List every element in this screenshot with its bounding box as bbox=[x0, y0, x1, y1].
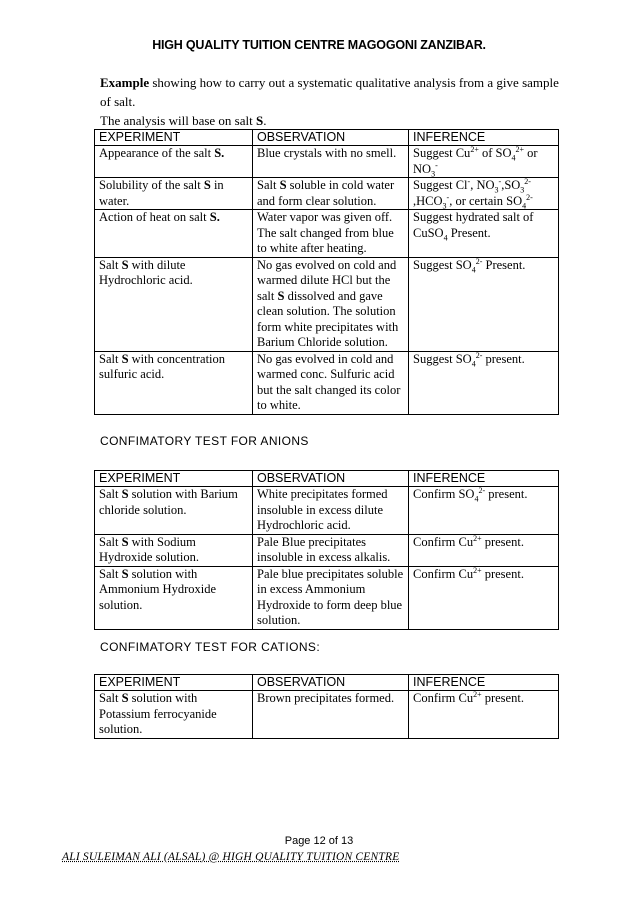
page-title: HIGH QUALITY TUITION CENTRE MAGOGONI ZANZIBAR. bbox=[152, 38, 486, 52]
intro-text-1: showing how to carry out a systematic qualitative analysis from a give sample of salt. bbox=[100, 75, 559, 109]
experiment-cell: Solubility of the salt S in water. bbox=[95, 178, 253, 210]
anions-table bbox=[94, 470, 559, 630]
column-header-inference: INFERENCE bbox=[409, 471, 559, 487]
column-header-experiment: EXPERIMENT bbox=[95, 471, 253, 487]
column-header-observation: OBSERVATION bbox=[253, 130, 409, 146]
observation-cell: No gas evolved in cold and warmed conc. Sulfuric acid but the salt changed its color to white. bbox=[253, 351, 409, 414]
table-header-row bbox=[95, 675, 559, 691]
observation-cell: Pale blue precipitates soluble in excess Ammonium Hydroxide to form deep blue solution. bbox=[253, 566, 409, 629]
table-row bbox=[95, 487, 559, 535]
observation-cell: Pale Blue precipitates insoluble in excess alkalis. bbox=[253, 534, 409, 566]
section-heading-anions: CONFIMATORY TEST FOR ANIONS bbox=[100, 434, 309, 448]
experiment-cell: Salt S solution with Barium chloride solution. bbox=[95, 487, 253, 535]
intro-salt-label: S bbox=[255, 113, 264, 128]
intro-end: . bbox=[263, 113, 267, 128]
inference-cell: Confirm $SO_4^{2-}$ present. bbox=[409, 487, 559, 535]
analysis-table bbox=[94, 129, 559, 415]
section-heading-cations bbox=[100, 640, 320, 654]
inference-cell: Confirm $Cu^{2+}$ present. bbox=[409, 691, 559, 739]
observation-cell: Water vapor was given off. The salt changed from blue to white after heating. bbox=[253, 210, 409, 258]
intro-bold-label: Example bbox=[100, 75, 150, 90]
column-header-experiment: EXPERIMENT bbox=[95, 130, 253, 146]
experiment-cell: Action of heat on salt S. bbox=[95, 210, 253, 258]
section-heading-cations-colon: : bbox=[316, 640, 321, 654]
inference-cell: Confirm $Cu^{2+}$ present. bbox=[409, 566, 559, 629]
table-row bbox=[95, 178, 559, 210]
table-header-row bbox=[95, 471, 559, 487]
table-header-row bbox=[95, 130, 559, 146]
table-row bbox=[95, 146, 559, 178]
intro-paragraph bbox=[100, 73, 560, 130]
table-row bbox=[95, 566, 559, 629]
inference-cell: Suggest $Cu^{2+}$ of $SO_4^{2+}$ or $NO_3^-$ bbox=[409, 146, 559, 178]
observation-cell: White precipitates formed insoluble in excess dilute Hydrochloric acid. bbox=[253, 487, 409, 535]
inference-cell: Suggest $SO_4^{2-}$ Present. bbox=[409, 257, 559, 351]
section-heading-cations-text: CONFIMATORY TEST FOR CATIONS bbox=[100, 640, 317, 654]
inference-cell: Suggest Cl-, $NO_3^-,SO_3^{2-}$ $,HCO_3^-$, or certain $SO_4^{2-}$ bbox=[409, 178, 559, 210]
footer-author: ALI SULEIMAN ALI (ALSAL) @ HIGH QUALITY TUITION CENTRE bbox=[62, 851, 400, 863]
experiment-cell: Salt S with Sodium Hydroxide solution. bbox=[95, 534, 253, 566]
page-number: Page 12 of 13 bbox=[284, 835, 354, 847]
column-header-inference: INFERENCE bbox=[409, 130, 559, 146]
table-row bbox=[95, 351, 559, 414]
table-row bbox=[95, 534, 559, 566]
observation-cell: Salt S soluble in cold water and form clear solution. bbox=[253, 178, 409, 210]
observation-cell: Blue crystals with no smell. bbox=[253, 146, 409, 178]
inference-cell: Confirm $Cu^{2+}$ present. bbox=[409, 534, 559, 566]
intro-text-2: The analysis will base on salt bbox=[100, 113, 256, 128]
table-row bbox=[95, 691, 559, 739]
column-header-inference: INFERENCE bbox=[409, 675, 559, 691]
inference-cell: Suggest $SO_4^{2-}$ present. bbox=[409, 351, 559, 414]
experiment-cell: Salt S with concentration sulfuric acid. bbox=[95, 351, 253, 414]
inference-cell: Suggest hydrated salt of CuSO$_4$ Present. bbox=[409, 210, 559, 258]
column-header-observation: OBSERVATION bbox=[253, 675, 409, 691]
column-header-experiment: EXPERIMENT bbox=[95, 675, 253, 691]
column-header-observation: OBSERVATION bbox=[253, 471, 409, 487]
cations-table bbox=[94, 674, 559, 739]
table-row bbox=[95, 210, 559, 258]
experiment-cell: Salt S solution with Ammonium Hydroxide solution. bbox=[95, 566, 253, 629]
observation-cell: Brown precipitates formed. bbox=[253, 691, 409, 739]
experiment-cell: Salt S with dilute Hydrochloric acid. bbox=[95, 257, 253, 351]
experiment-cell: Appearance of the salt S. bbox=[95, 146, 253, 178]
experiment-cell: Salt S solution with Potassium ferrocyanide solution. bbox=[95, 691, 253, 739]
observation-cell: No gas evolved on cold and warmed dilute HCl but the salt S dissolved and gave clean solution. The solution form white precipitates with Barium Chloride solution. bbox=[253, 257, 409, 351]
table-row bbox=[95, 257, 559, 351]
